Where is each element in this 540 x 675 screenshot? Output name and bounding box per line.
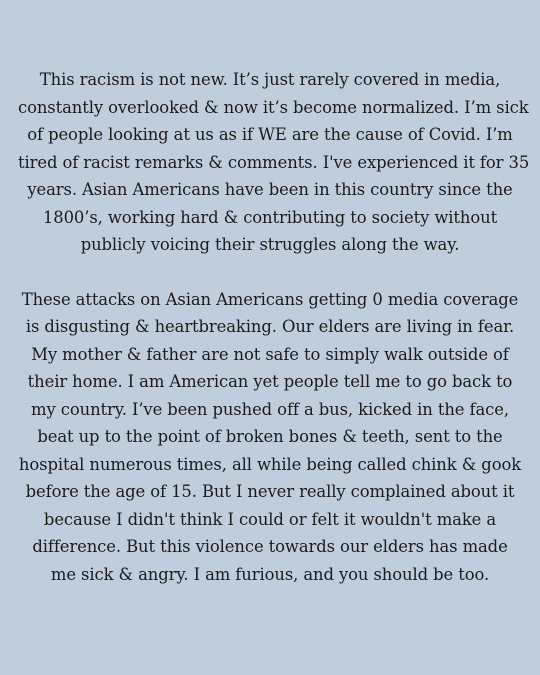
text-line: hospital numerous times, all while being called chink & gook bbox=[18, 454, 522, 474]
text-line: This racism is not new. It’s just rarely covered in media, bbox=[39, 70, 501, 89]
text-line: before the age of 15. But I never really complained about it bbox=[25, 482, 515, 501]
text-line: tired of racist remarks & comments. I've experienced it for 35 bbox=[18, 152, 530, 172]
text-line: because I didn't think I could or felt it wouldn't make a bbox=[43, 509, 497, 529]
text-line: difference. But this violence towards our elders has made bbox=[32, 537, 508, 556]
text-line: beat up to the point of broken bones & teeth, sent to the bbox=[37, 427, 503, 446]
text-line: my country. I’ve been pushed off a bus, kicked in the face, bbox=[31, 399, 509, 419]
text-line: My mother & father are not safe to simply walk outside of bbox=[31, 344, 509, 364]
text-line: 1800’s, working hard & contributing to society without bbox=[42, 207, 498, 227]
paragraph-1 bbox=[18, 66, 530, 259]
text-line: of people looking at us as if WE are the cause of Covid. I’m bbox=[27, 125, 513, 144]
text-line: publicly voicing their struggles along the way. bbox=[80, 235, 460, 254]
text-line: constantly overlooked & now it’s become normalized. I’m sick bbox=[18, 97, 529, 117]
text-line: their home. I am American yet people tell me to go back to bbox=[27, 372, 513, 391]
paragraph-spacer bbox=[18, 259, 522, 286]
text-line: These attacks on Asian Americans getting 0 media coverage bbox=[21, 289, 519, 309]
paragraph-2 bbox=[18, 286, 522, 589]
text-line: me sick & angry. I am furious, and you should be too. bbox=[50, 564, 490, 584]
text-line: is disgusting & heartbreaking. Our elders are living in fear. bbox=[25, 317, 515, 336]
text-line: years. Asian Americans have been in this country since the bbox=[27, 180, 513, 199]
